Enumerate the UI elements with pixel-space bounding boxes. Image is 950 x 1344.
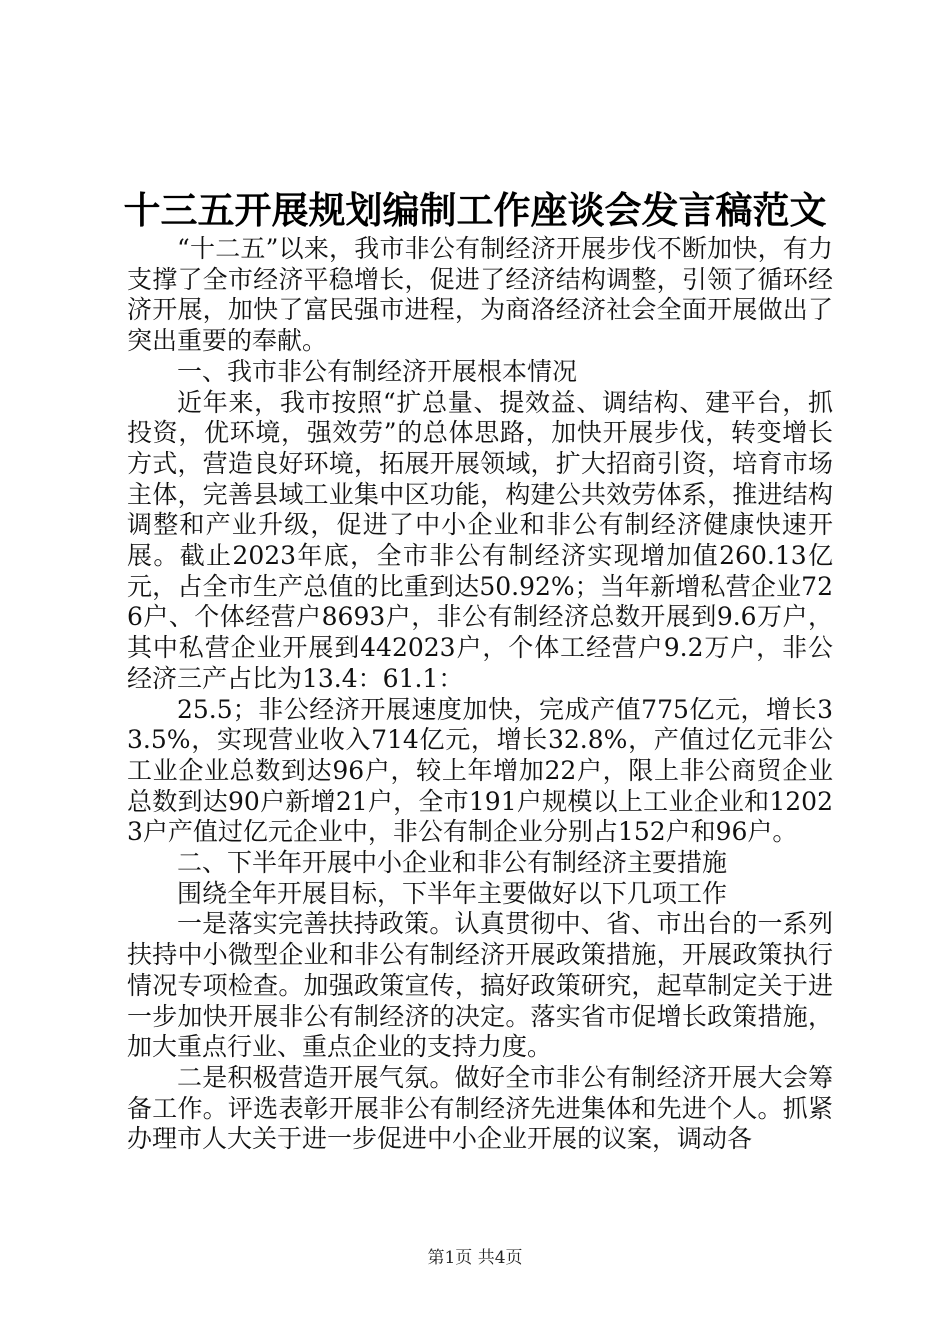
paragraph-goals: 围绕全年开展目标，下半年主要做好以下几项工作 (177, 878, 728, 908)
page-number-footer: 第1页 共4页 (427, 1248, 523, 1268)
document-body (127, 234, 833, 1155)
paragraph-measure-2: 二是积极营造开展气氛。做好全市非公有制经济开展大会筹备工作。评选表彰开展非公有制经济先进集体和先进个人。抓紧办理市人大关于进一步促进中小企业开展的议案，调动各 (127, 1062, 833, 1154)
paragraph-measure-1: 一是落实完善扶持政策。认真贯彻中、省、市出台的一系列扶持中小微型企业和非公有制经济开展政策措施，开展政策执行情况专项检查。加强政策宣传，搞好政策研究，起草制定关于进一步加快开展非公有制经济的决定。落实省市促增长政策措施，加大重点行业、重点企业的支持力度。 (127, 909, 833, 1062)
document-title: 十三五开展规划编制工作座谈会发言稿范文 (123, 188, 827, 232)
section-heading-1: 一、我市非公有制经济开展根本情况 (177, 356, 578, 386)
paragraph-situation: 近年来，我市按照“扩总量、提效益、调结构、建平台，抓投资，优环境，强效劳”的总体思路，加快开展步伐，转变增长方式，营造良好环境，拓展开展领域，扩大招商引资，培育市场主体，完善县域工业集中区功能，构建公共效劳体系，推进结构调整和产业升级，促进了中小企业和非公有制经济健康快速开展。截止2023年底，全市非公有制经济实现增加值260.13亿元，占全市生产总值的比重到达50.92%；当年新增私营企业726户、个体经营户8693户，非公有制经济总数开展到9.6万户，其中私营企业开展到442023户，个体工经营户9.2万户，非公经济三产占比为13.4：61.1： (127, 387, 833, 693)
paragraph-intro: “十二五”以来，我市非公有制经济开展步伐不断加快，有力支撑了全市经济平稳增长，促进了经济结构调整，引领了循环经济开展，加快了富民强市进程，为商洛经济社会全面开展做出了突出重要的奉献。 (127, 234, 833, 356)
section-heading-2: 二、下半年开展中小企业和非公有制经济主要措施 (177, 848, 728, 878)
paragraph-statistics: 25.5；非公经济开展速度加快，完成产值775亿元，增长33.5%，实现营业收入714亿元，增长32.8%，产值过亿元非公工业企业总数到达96户，较上年增加22户，限上非公商贸企业总数到达90户新增21户，全市191户规模以上工业企业和12023户产值过亿元企业中，非公有制企业分别占152户和96户。 (127, 694, 833, 847)
